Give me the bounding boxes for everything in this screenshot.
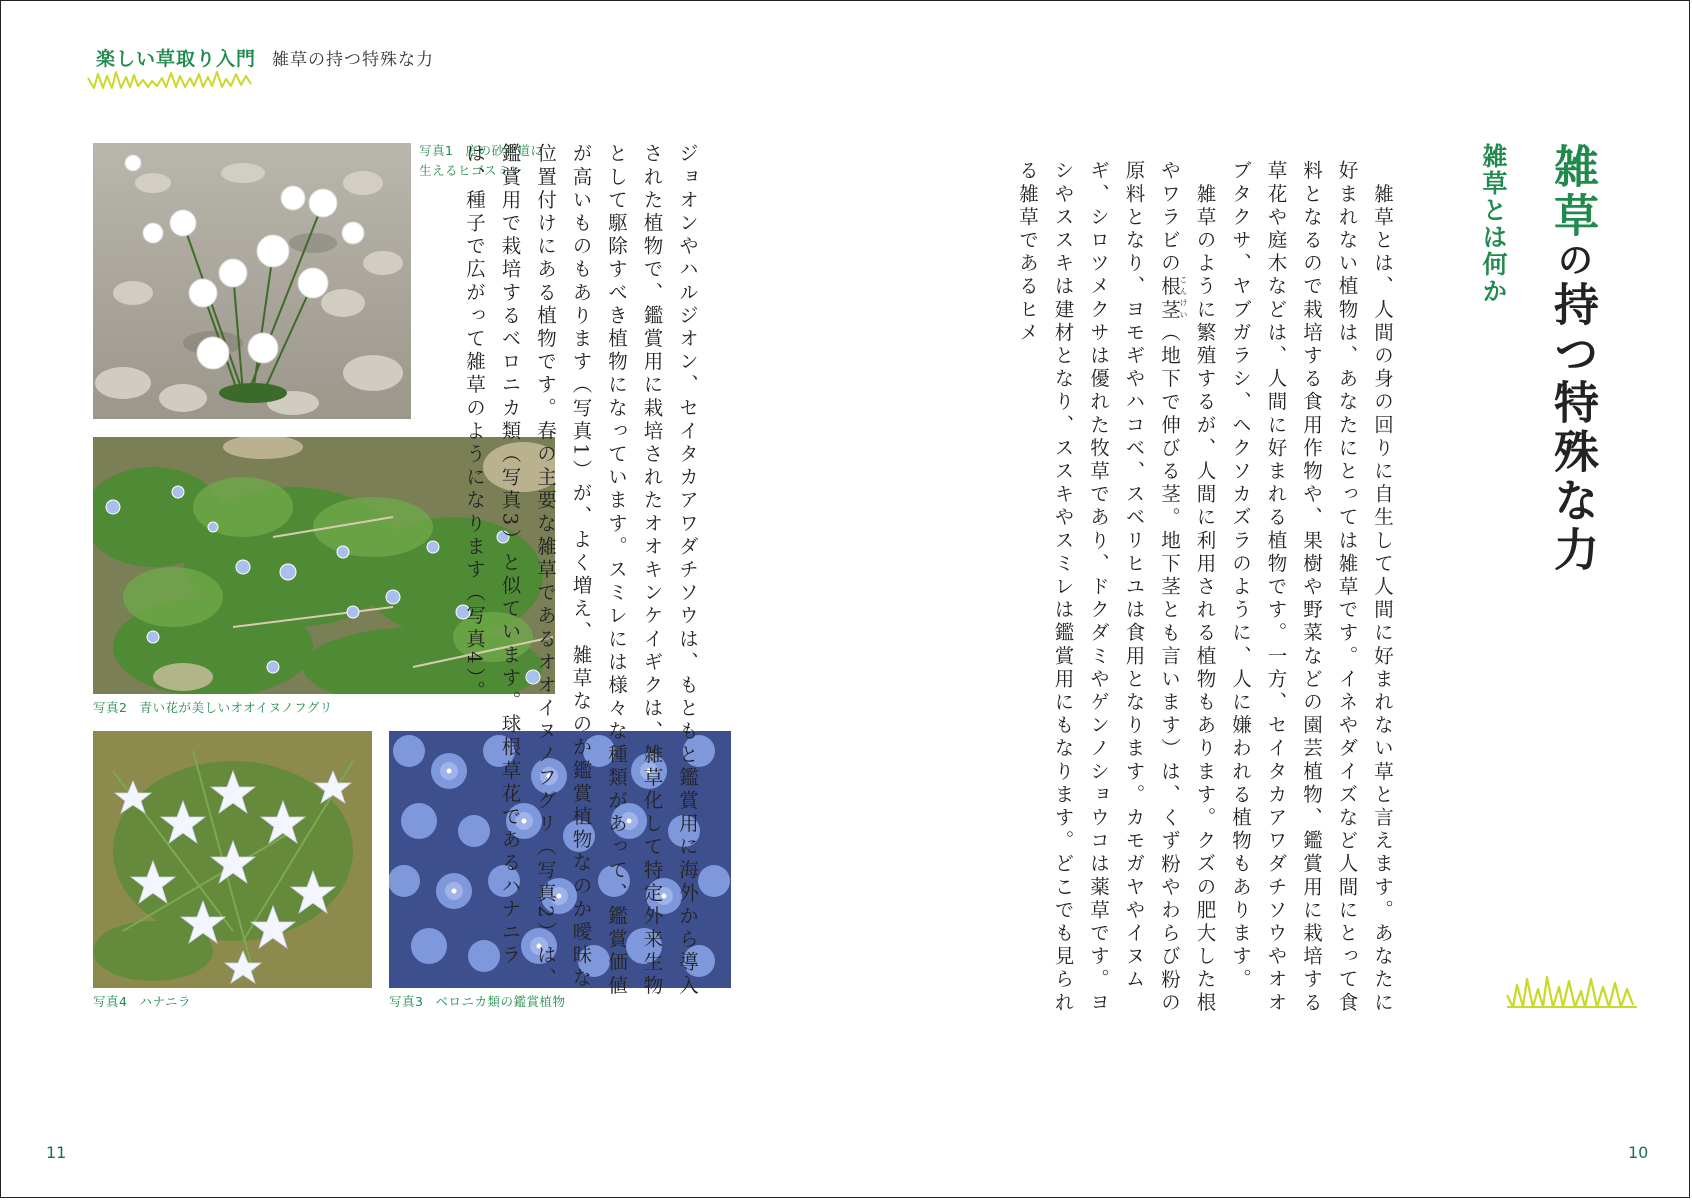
photo-3-caption-text: ベロニカ類の鑑賞植物 (435, 994, 566, 1009)
photo-1-higo-violet (93, 143, 411, 419)
page-number-left: 11 (46, 1143, 67, 1162)
title-rest: 持つ特殊な力 (1546, 281, 1599, 575)
article-body-right (960, 160, 1400, 1020)
photo-4-caption (93, 992, 191, 1012)
series-title: 楽しい草取り入門 (96, 48, 257, 70)
photo-4-number: 写真4 (93, 994, 128, 1009)
grass-decoration-icon (86, 68, 256, 90)
photo-1-caption-line2: 生えるヒゴスミレ (419, 163, 524, 178)
photo-4-caption-text: ハナニラ (139, 994, 191, 1009)
title-particle: の (1552, 241, 1593, 281)
body-paragraph-2-continued: ジョオンやハルジオン、セイタカアワダチソウは、もともと鑑賞用に海外から導入された植物で、鑑賞用に栽培されたオオキンケイギクは、雑草化して特定外来生物として駆除すべき植物になっています。スミレには様々な種類があって、鑑賞価値が高いものもあります（写真1）が、よく増え、雑草なのか鑑賞植物なのか曖昧な位置付けにある植物です。春の主要な雑草であるオオイヌノフグリ（写真2）は、鑑賞用で栽培するベロニカ類（写真3）と似ています。球根草花であるハナニラは、種子で広がって雑草のようになります（写真4）。 (463, 143, 699, 998)
page-number-right: 10 (1628, 1143, 1649, 1162)
photo-3-number: 写真3 (389, 994, 424, 1009)
photo-2-caption (93, 698, 333, 718)
body-paragraph-1: 雑草とは、人間の身の回りに自生して人間に好まれない草と言えます。あなたに好まれない植物は、あなたにとっては雑草です。イネやダイズなど人間にとって食料となるので栽培する食用作物や、果樹や野菜などの園芸植物、鑑賞用に栽培する草花や庭木などは、人間に好まれる植物です。一方、セイタカアワダチソウやオオブタクサ、ヤブガラシ、ヘクソカズラのように、人に嫌われる植物もあります。 (1229, 160, 1394, 1015)
photo-2-number: 写真2 (93, 700, 128, 715)
grass-decoration-icon-bottom (1505, 973, 1640, 1011)
photo-2-caption-text: 青い花が美しいオオイヌノフグリ (139, 700, 333, 715)
chapter-title: 雑草の持つ特殊な力 (272, 50, 435, 70)
title-accent-word: 雑草 (1546, 143, 1599, 241)
running-head (96, 44, 434, 71)
photo-1-caption-line1: 庭の砂利道に (465, 143, 544, 158)
section-subtitle: 雑草とは何か (1479, 143, 1508, 305)
photo-4-ipheion (93, 731, 372, 988)
body-paragraph-2: 雑草のように繁殖するが、人間に利用される植物もあります。クズの肥大した根やワラビの根茎こんけい（地下で伸びる茎。地下茎とも言います）は、くず粉やわらび粉の原料となり、ヨモギやハコベ、スベリヒユは食用となります。カモガヤやイヌムギ、シロツメクサは優れた牧草であり、ドクダミやゲンノショウコは薬草です。ヨシやススキは建材となり、ススキやスミレは鑑賞用にもなります。どこでも見られる雑草であるヒメ (1016, 160, 1217, 1015)
article-title (1540, 143, 1605, 583)
photo-1-number: 写真1 (419, 143, 454, 158)
